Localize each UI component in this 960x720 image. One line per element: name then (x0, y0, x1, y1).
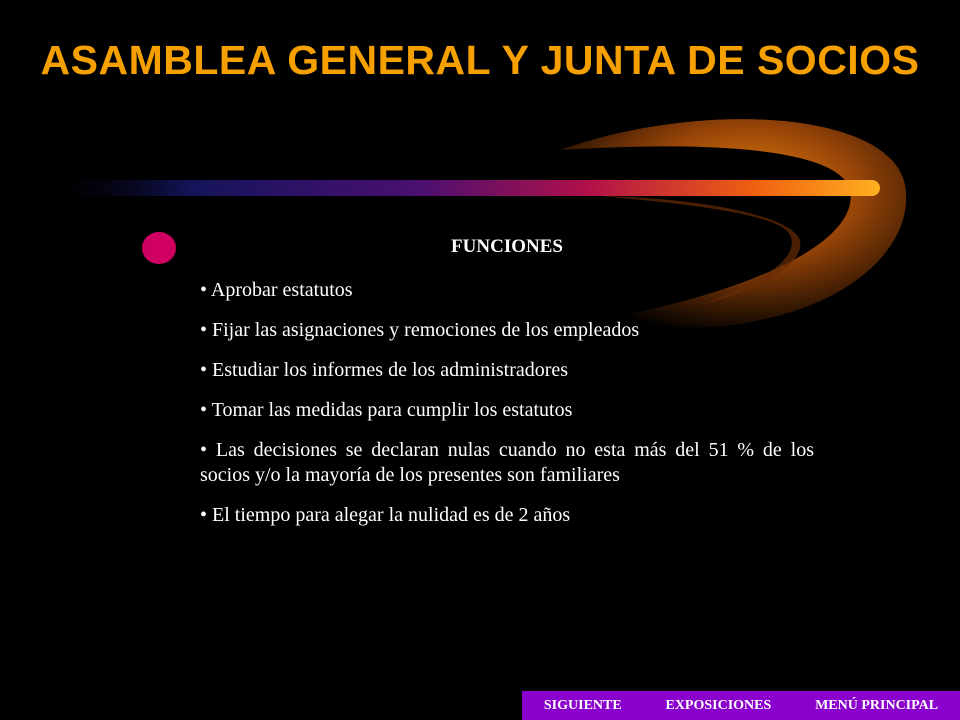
slide-title: ASAMBLEA GENERAL Y JUNTA DE SOCIOS (40, 37, 920, 83)
bullet-circle-icon (142, 232, 176, 264)
navigation-bar (522, 691, 960, 720)
list-item: • Tomar las medidas para cumplir los estatutos (200, 399, 573, 421)
list-item: • El tiempo para alegar la nulidad es de 2 años (200, 504, 571, 526)
main-menu-button[interactable]: MENÚ PRINCIPAL (815, 697, 939, 713)
list-item: • Las decisiones se declaran nulas cuando no esta más del 51 % de los socios y/o la mayoría de los presentes son familiares (200, 439, 814, 486)
exposiciones-button[interactable]: EXPOSICIONES (665, 697, 772, 713)
section-heading: FUNCIONES (451, 236, 563, 257)
next-button[interactable]: SIGUIENTE (543, 697, 622, 713)
list-item: • Fijar las asignaciones y remociones de los empleados (200, 319, 640, 341)
functions-list (200, 236, 814, 543)
list-item: • Aprobar estatutos (200, 279, 353, 301)
list-item: • Estudiar los informes de los administradores (200, 359, 569, 381)
